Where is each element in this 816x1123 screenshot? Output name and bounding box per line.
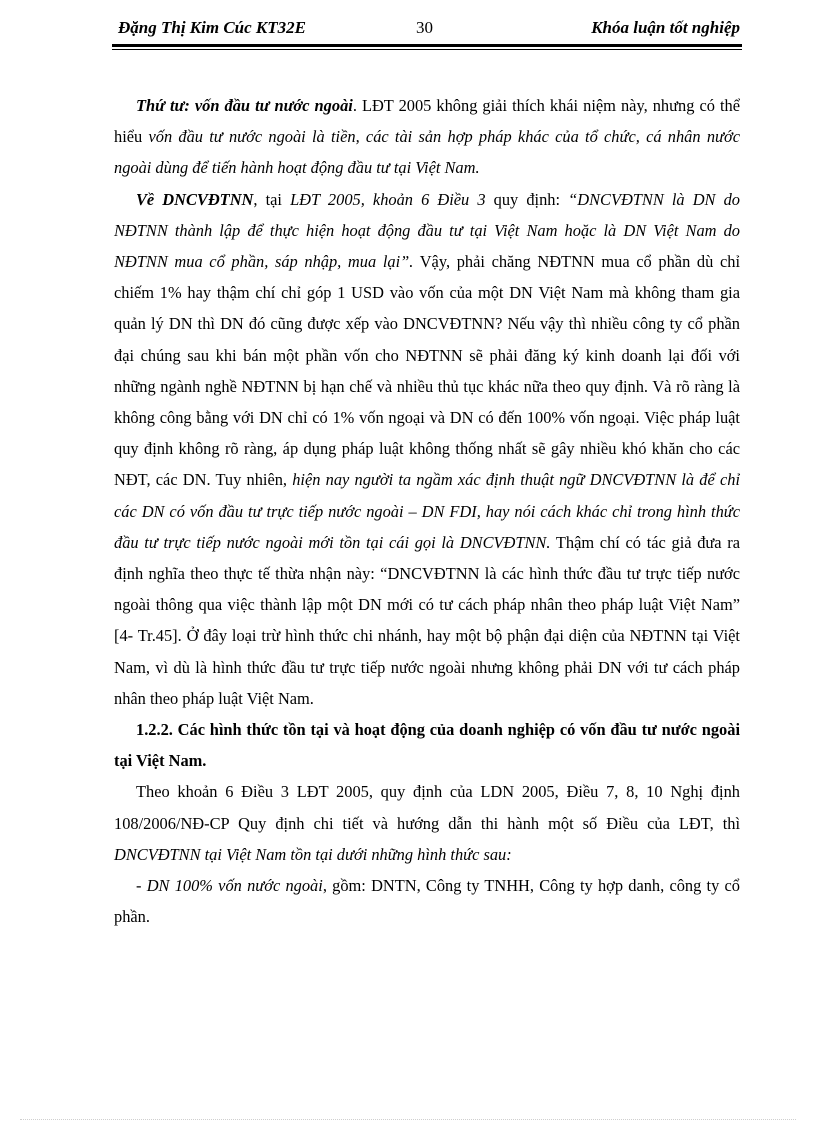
paragraph-dncvdtnn bbox=[114, 184, 740, 714]
paragraph-lead: Về DNCVĐTNN bbox=[136, 189, 254, 209]
paragraph-text: Vậy, phải chăng NĐTNN mua cổ phần dù chỉ chiếm 1% hay thậm chí chỉ góp 1 USD vào vốn của một DN Việt Nam mà không tham gia quản lý DN thì DN đó cũng được xếp vào DNCVĐTNN? Nếu vậy thì nhiều công ty cổ phần đại chúng sau khi bán một phần vốn cho NĐTNN sẽ phải đăng ký kinh doanh lại đối với những ngành nghề NĐTNN bị hạn chế và nhiều thủ tục khác nữa theo quy định. Và rõ ràng là không công bằng với DN chỉ có 1% vốn ngoại và DN có đến 100% vốn ngoại. Việc pháp luật quy định không rõ ràng, áp dụng pháp luật không thống nhất sẽ gây nhiều khó khăn cho các NĐT, các DN. Tuy nhiên, bbox=[114, 252, 740, 490]
paragraph-text: , tại bbox=[253, 189, 291, 209]
paragraph-text: Theo khoản 6 Điều 3 LĐT 2005, quy định của LDN 2005, Điều 7, 8, 10 Nghị định 108/2006/NĐ-CP Quy định chi tiết và hướng dẫn thi hành một số Điều của LĐT, thì bbox=[114, 782, 740, 833]
header-rule-thin bbox=[112, 49, 742, 50]
paragraph-text: quy định: bbox=[485, 189, 569, 209]
paragraph-italic: DN 100% vốn nước ngoài bbox=[146, 876, 323, 896]
page-header bbox=[118, 18, 740, 44]
section-heading: 1.2.2. Các hình thức tồn tại và hoạt động của doanh nghiệp có vốn đầu tư nước ngoài tại Việt Nam. bbox=[114, 720, 740, 771]
header-author: Đặng Thị Kim Cúc KT32E bbox=[118, 18, 306, 37]
paragraph-foreign-capital bbox=[114, 90, 740, 184]
paragraph-text: , gồm: DNTN, Công ty TNHH, Công ty hợp danh, công ty cổ phần. bbox=[114, 876, 740, 927]
paragraph-text: . LĐT 2005 không giải thích khái niệm này, nhưng có thể hiểu bbox=[114, 96, 740, 147]
header-rule-thick bbox=[112, 44, 742, 47]
paragraph-italic: DNCVĐTNN tại Việt Nam tồn tại dưới những hình thức sau: bbox=[114, 844, 512, 864]
paragraph-italic: LĐT 2005, khoản 6 Điều 3 bbox=[290, 189, 486, 209]
list-item bbox=[114, 870, 740, 932]
paragraph-italic: “DNCVĐTNN là DN do NĐTNN thành lập để thực hiện hoạt động đầu tư tại Việt Nam hoặc là DN Việt Nam do NĐTNN mua cổ phần, sáp nhập, mua lại”. bbox=[114, 189, 740, 272]
paragraph-legal-basis bbox=[114, 776, 740, 870]
paragraph-lead: Thứ tư: vốn đầu tư nước ngoài bbox=[136, 96, 353, 115]
header-doc-title: Khóa luận tốt nghiệp bbox=[591, 18, 740, 37]
paragraph-text: Thậm chí có tác giả đưa ra định nghĩa theo thực tế thừa nhận này: “DNCVĐTNN là các hình thức đầu tư trực tiếp nước ngoài thông qua việc thành lập một DN mới có tư cách pháp nhân theo pháp luật Việt Nam” [4- Tr.45]. Ở đây loại trừ hình thức chi nhánh, hay một bộ phận đại diện của NĐTNN tại Việt Nam, vì dù là hình thức đầu tư trực tiếp nước ngoài nhưng không phải DN với tư cách pháp nhân theo pháp luật Việt Nam. bbox=[114, 532, 741, 708]
footer-dotted-rule bbox=[20, 1119, 796, 1120]
document-body bbox=[114, 90, 740, 932]
list-bullet: - bbox=[136, 876, 147, 896]
header-page-number: 30 bbox=[416, 18, 433, 37]
paragraph-italic: hiện nay người ta ngầm xác định thuật ngữ DNCVĐTNN là để chỉ các DN có vốn đầu tư trực tiếp nước ngoài – DN FDI, hay nói cách khác chỉ trong hình thức đầu tư trực tiếp nước ngoài mới tồn tại cái gọi là DNCVĐTNN. bbox=[114, 470, 740, 552]
paragraph-italic: vốn đầu tư nước ngoài là tiền, các tài sản hợp pháp khác của tổ chức, cá nhân nước ngoài dùng để tiến hành hoạt động đầu tư tại Việt Nam. bbox=[114, 127, 740, 178]
